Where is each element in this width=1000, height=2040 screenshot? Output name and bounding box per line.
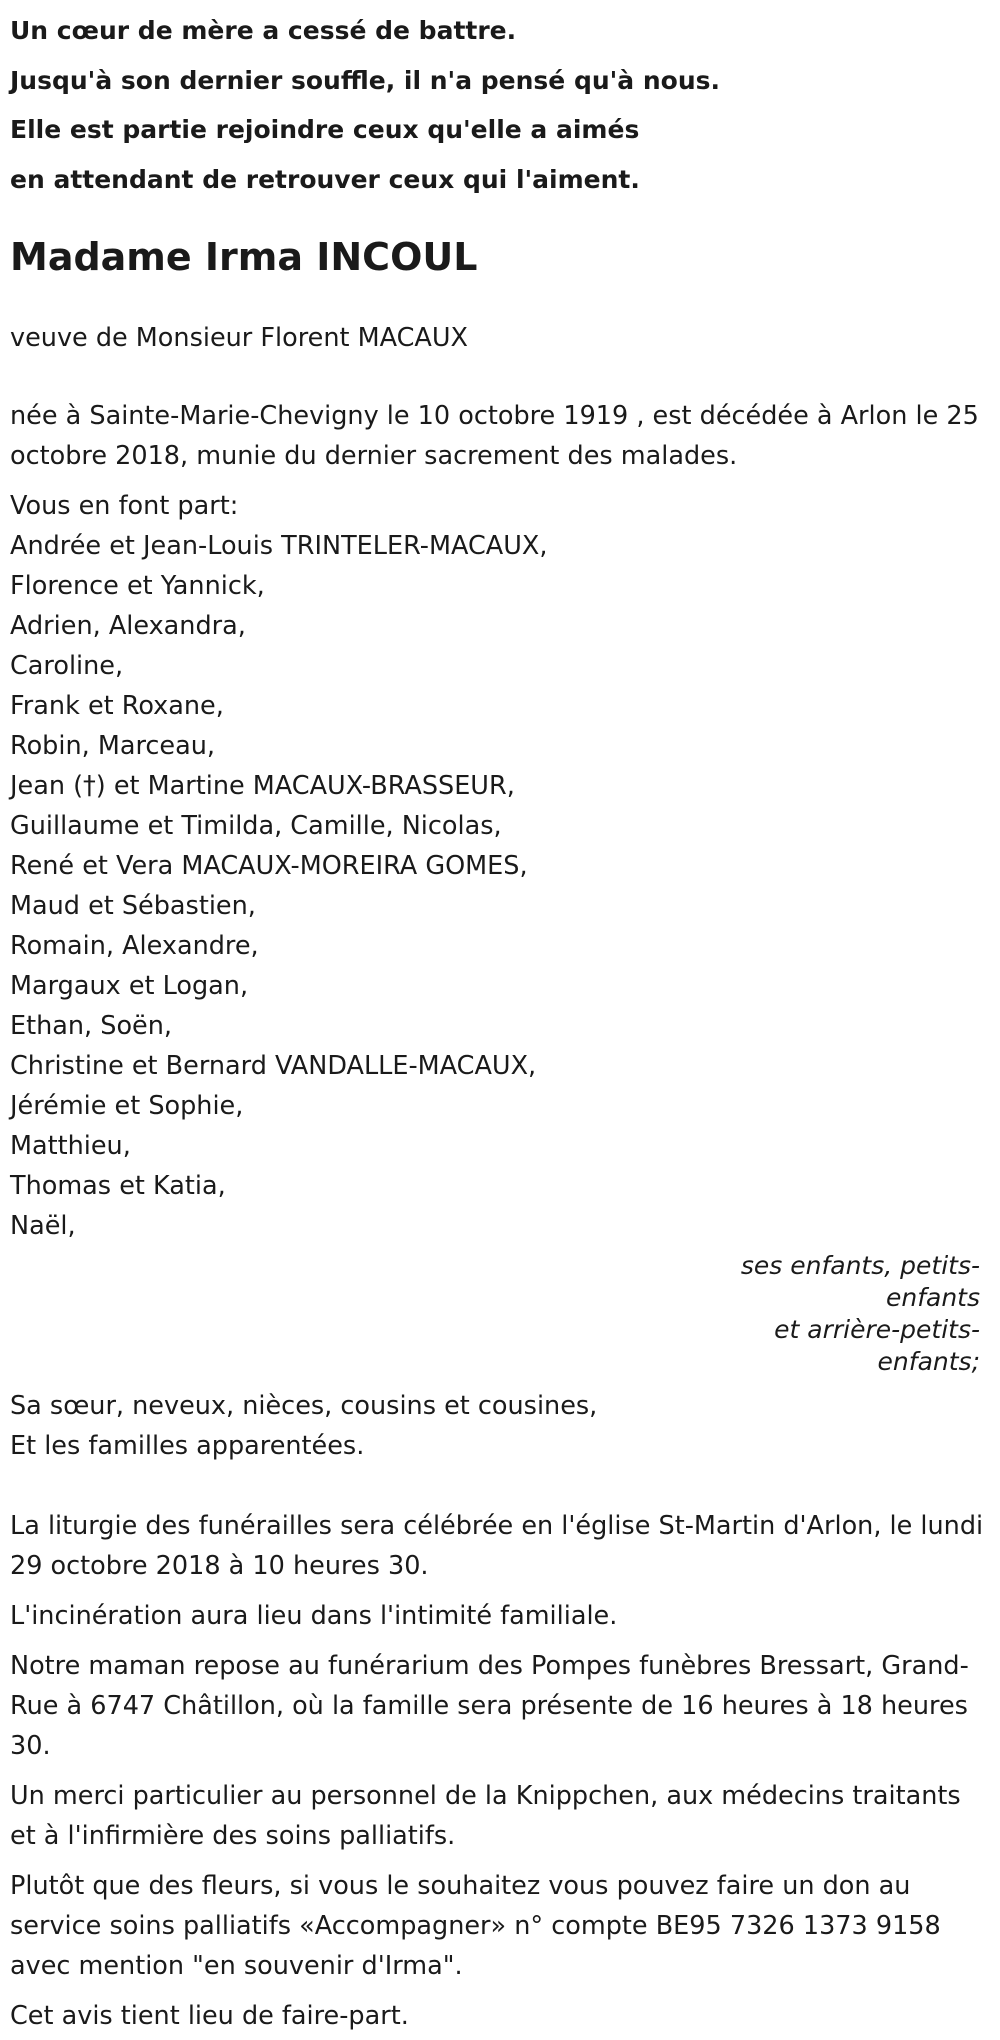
widow-of: veuve de Monsieur Florent MACAUX — [10, 323, 468, 353]
family-line: Romain, Alexandre, — [10, 931, 259, 961]
poem-line: Elle est partie rejoindre ceux qu'elle a aimés — [10, 115, 640, 144]
family-line: Naël, — [10, 1211, 76, 1241]
announce-intro: Vous en font part: — [10, 491, 239, 521]
relation-line: et arrière-petits-enfants; — [774, 1315, 980, 1376]
family-line: Christine et Bernard VANDALLE-MACAUX, — [10, 1051, 537, 1081]
family-line: Matthieu, — [10, 1131, 131, 1161]
others-line: Sa sœur, neveux, nièces, cousins et cousines, — [10, 1391, 598, 1421]
poem-line: en attendant de retrouver ceux qui l'aiment. — [10, 164, 640, 194]
relation-line: ses enfants, petits-enfants — [740, 1251, 980, 1312]
family-line: Guillaume et Timilda, Camille, Nicolas, — [10, 811, 502, 841]
family-line: Thomas et Katia, — [10, 1171, 226, 1201]
family-line: Robin, Marceau, — [10, 731, 215, 761]
cremation-text: L'incinération aura lieu dans l'intimité familiale. — [10, 1601, 618, 1631]
donation-text: Plutôt que des fleurs, si vous le souhaitez vous pouvez faire un don au service soins palliatifs «Accompagner» n° compte BE95 7326 1373 9158 avec mention "en souvenir d'Irma". — [10, 1871, 941, 1981]
family-line: Jérémie et Sophie, — [10, 1091, 244, 1121]
family-line: Andrée et Jean-Louis TRINTELER-MACAUX, — [10, 531, 548, 561]
family-line: Jean (†) et Martine MACAUX-BRASSEUR, — [10, 771, 515, 801]
family-line: Frank et Roxane, — [10, 691, 224, 721]
family-line: Ethan, Soën, — [10, 1011, 173, 1041]
poem-line: Un cœur de mère a cessé de battre. — [10, 16, 517, 45]
deceased-name: Madame Irma INCOUL — [10, 235, 478, 279]
poem-line: Jusqu'à son dernier souffle, il n'a pensé qu'à nous. — [10, 65, 721, 95]
funerarium-text: Notre maman repose au funérarium des Pompes funèbres Bressart, Grand-Rue à 6747 Châtillon, où la famille sera présente de 16 heures à 18 heures 30. — [10, 1651, 969, 1761]
birth-death-text: née à Sainte-Marie-Chevigny le 10 octobre 1919 , est décédée à Arlon le 25 octobre 2018, munie du dernier sacrement des malades. — [10, 401, 979, 471]
relation-block — [10, 1250, 990, 1378]
thanks-text: Un merci particulier au personnel de la Knippchen, aux médecins traitants et à l'infirmière des soins palliatifs. — [10, 1781, 961, 1851]
poem — [10, 0, 990, 204]
family-line: Florence et Yannick, — [10, 571, 265, 601]
family-line: Margaux et Logan, — [10, 971, 249, 1001]
closing-text: Cet avis tient lieu de faire-part. — [10, 2001, 409, 2031]
others-line: Et les familles apparentées. — [10, 1431, 365, 1461]
family-list — [10, 526, 990, 1246]
family-line: Adrien, Alexandra, — [10, 611, 246, 641]
family-line: René et Vera MACAUX-MOREIRA GOMES, — [10, 851, 528, 881]
family-line: Maud et Sébastien, — [10, 891, 256, 921]
liturgy-text: La liturgie des funérailles sera célébrée en l'église St-Martin d'Arlon, le lundi 29 octobre 2018 à 10 heures 30. — [10, 1511, 984, 1581]
family-line: Caroline, — [10, 651, 124, 681]
